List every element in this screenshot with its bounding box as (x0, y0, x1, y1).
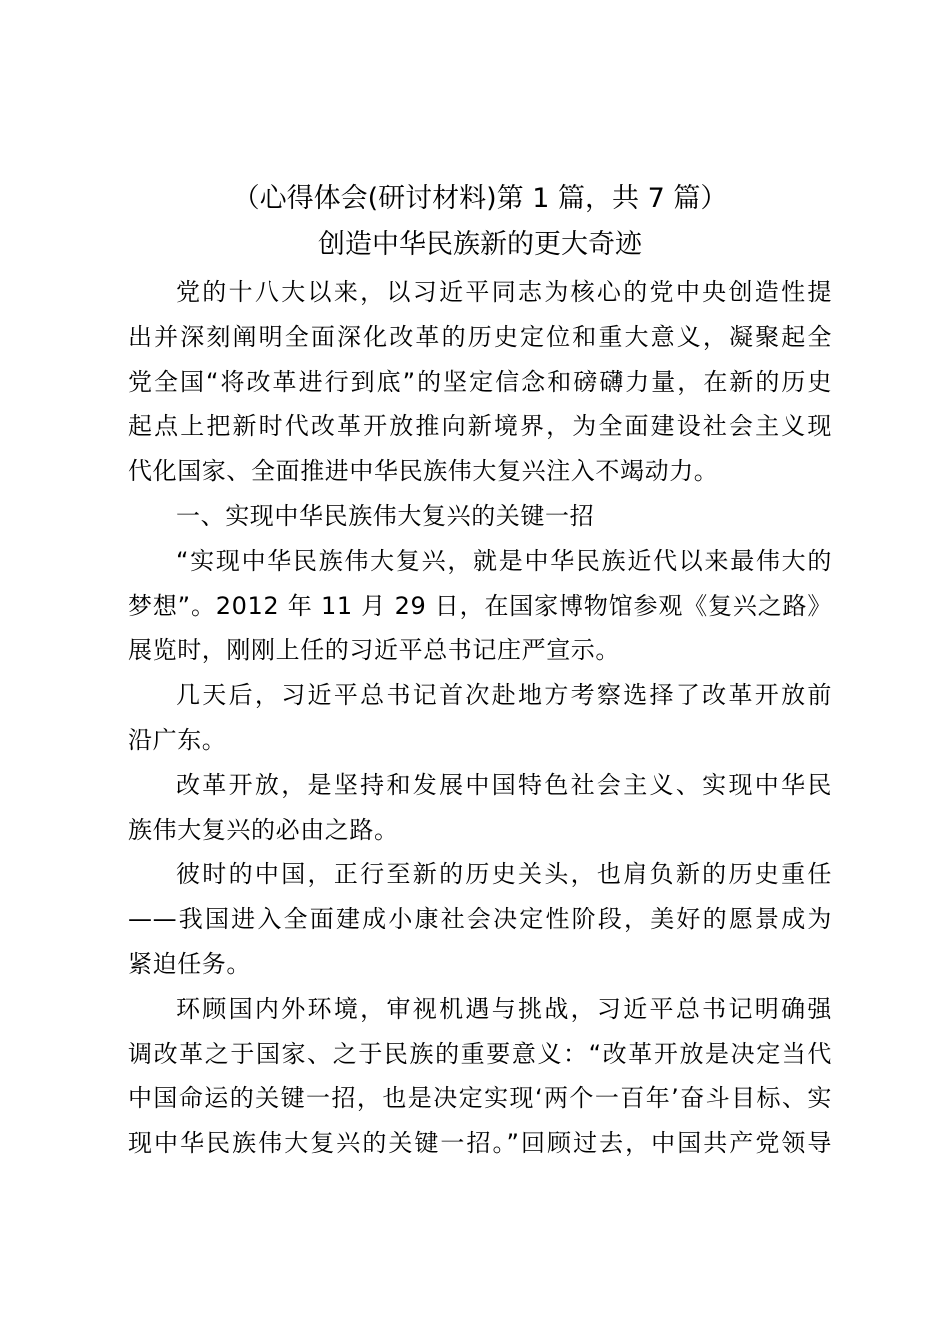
body-paragraph (128, 763, 832, 853)
paragraph-line: ——我国进入全面建成小康社会决定性阶段，美好的愿景成为 (128, 905, 832, 934)
paragraph-line: 梦想”。2012 年 11 月 29 日，在国家博物馆参观《复兴之路》 (128, 591, 832, 620)
document-title: 创造中华民族新的更大奇迹 (318, 229, 642, 260)
paragraph-line: 沿广东。 (128, 725, 227, 754)
paragraph-line: 调改革之于国家、之于民族的重要意义：“改革开放是决定当代 (128, 1039, 832, 1068)
series-title: （心得体会(研讨材料)第 1 篇，共 7 篇） (232, 183, 728, 214)
body-paragraph (128, 852, 832, 986)
paragraph-line: 代化国家、全面推进中华民族伟大复兴注入不竭动力。 (128, 457, 719, 486)
paragraph-line: 一、实现中华民族伟大复兴的关键一招 (176, 501, 595, 530)
paragraph-line: 族伟大复兴的必由之路。 (128, 815, 399, 844)
paragraph-line: 起点上把新时代改革开放推向新境界，为全面建设社会主义现 (128, 412, 832, 441)
paragraph-line: 中国命运的关键一招，也是决定实现‘两个一百年’奋斗目标、实 (128, 1084, 832, 1113)
paragraph-line: 展览时，刚刚上任的习近平总书记庄严宣示。 (128, 636, 620, 665)
body-paragraph (128, 673, 832, 763)
body-paragraph (128, 987, 832, 1166)
document-page (128, 176, 832, 1166)
paragraph-line: “实现中华民族伟大复兴，就是中华民族近代以来最伟大的 (176, 546, 832, 575)
paragraph-line: 党的十八大以来，以习近平同志为核心的党中央创造性提 (176, 278, 832, 306)
paragraph-line: 几天后，习近平总书记首次赴地方考察选择了改革开放前 (176, 681, 832, 710)
paragraph-line: 现中华民族伟大复兴的关键一招。”回顾过去，中国共产党领导 (128, 1129, 832, 1158)
paragraph-line: 环顾国内外环境，审视机遇与挑战，习近平总书记明确强 (176, 994, 832, 1023)
paragraph-line: 彼时的中国，正行至新的历史关头，也肩负新的历史重任 (176, 860, 832, 889)
body-paragraph (128, 270, 832, 494)
document-body (128, 270, 832, 1166)
body-paragraph (128, 539, 832, 673)
paragraph-line: 出并深刻阐明全面深化改革的历史定位和重大意义，凝聚起全 (128, 322, 832, 351)
paragraph-line: 改革开放，是坚持和发展中国特色社会主义、实现中华民 (176, 770, 832, 799)
paragraph-line: 紧迫任务。 (128, 949, 251, 978)
paragraph-line: 党全国“将改革进行到底”的坚定信念和磅礴力量，在新的历史 (128, 367, 832, 396)
body-paragraph (128, 494, 832, 539)
